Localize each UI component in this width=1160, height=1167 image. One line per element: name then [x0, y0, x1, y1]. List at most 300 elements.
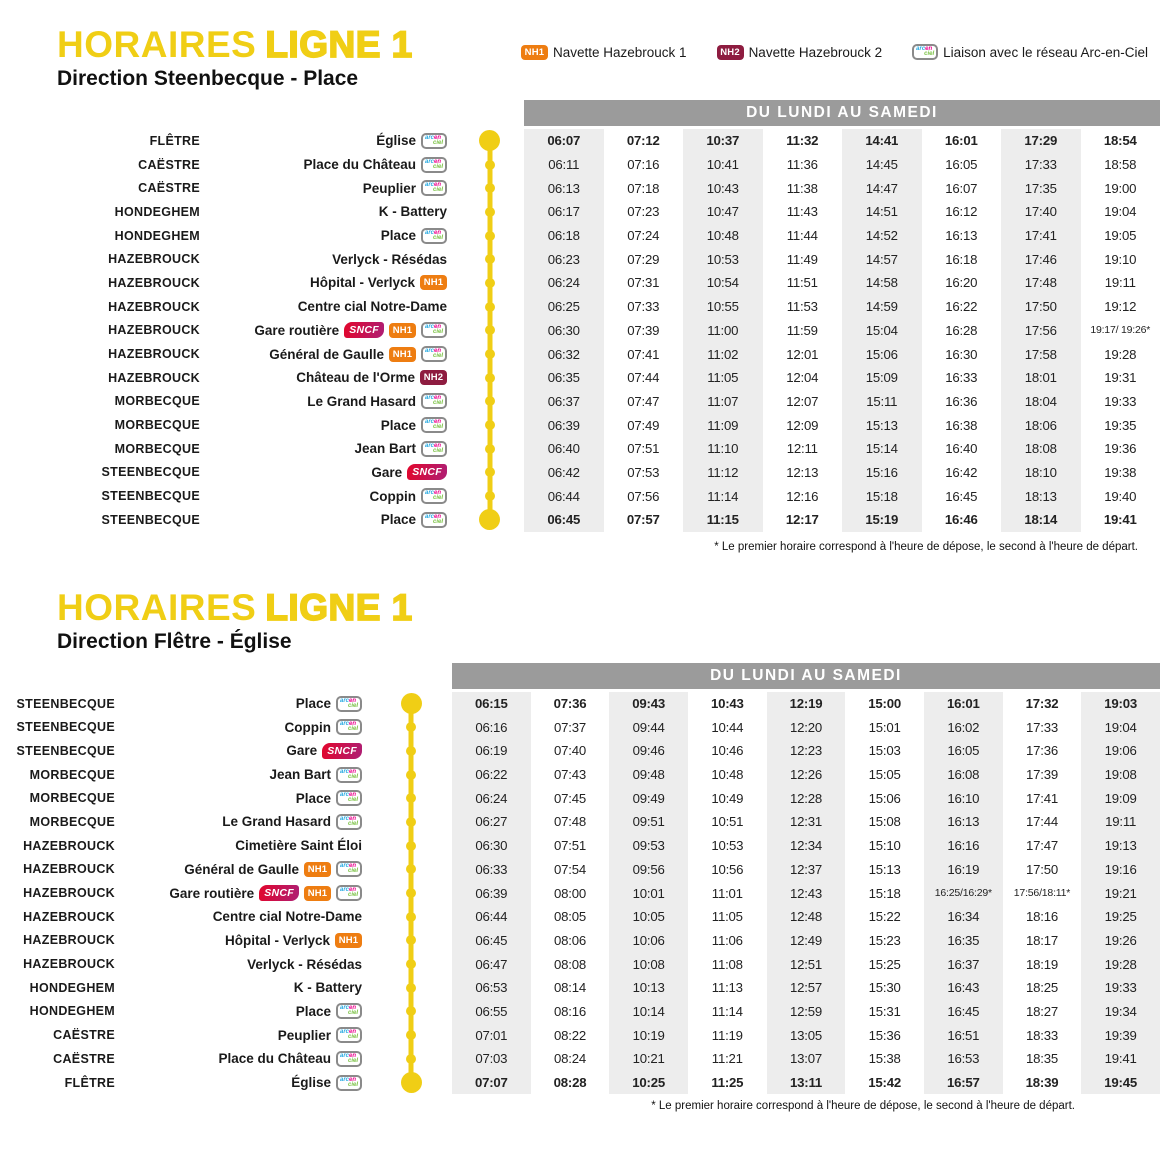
nh2-badge: NH2 [420, 370, 447, 385]
stop-cell [200, 461, 455, 485]
route-stop-node [406, 793, 416, 803]
time-cell: 06:30 [524, 319, 604, 343]
time-cell: 16:57 [924, 1071, 1003, 1095]
time-cell: 19:16 [1081, 858, 1160, 882]
time-cell: 06:25 [524, 295, 604, 319]
time-cell: 06:18 [524, 224, 604, 248]
legend-item-arc [912, 44, 1148, 60]
time-cell: 15:03 [868, 743, 901, 759]
route-chain-cell [455, 461, 524, 485]
time-cell: 07:57 [626, 512, 660, 528]
route-stop-node [406, 746, 416, 756]
stop-cell [115, 1071, 370, 1095]
route-chain-cell [370, 763, 452, 787]
route-stop-node [485, 278, 495, 288]
time-cell: 06:17 [524, 200, 604, 224]
time-cell: 14:45 [842, 153, 922, 177]
stop-name: Gare routière [169, 885, 255, 901]
time-cell: 16:30 [945, 346, 978, 362]
title-horaires: HORAIRES [57, 586, 257, 628]
time-cell: 16:12 [945, 204, 978, 220]
time-cell: 16:46 [944, 512, 978, 528]
section-header [0, 24, 1160, 91]
commune-label: HONDEGHEM [114, 204, 200, 219]
footnote: * Le premier horaire correspond à l'heure de dépose, le second à l'heure de départ. [714, 540, 1138, 553]
route-chain-cell [455, 247, 524, 271]
time-cell: 15:09 [842, 366, 922, 390]
time-cell: 16:05 [924, 739, 1003, 763]
time-cell: 06:40 [524, 437, 604, 461]
time-cell: 07:49 [627, 417, 660, 433]
time-cell: 17:58 [1001, 342, 1081, 366]
stop-cell [115, 858, 370, 882]
nh1-badge: NH1 [389, 323, 416, 338]
time-cell: 12:23 [767, 739, 846, 763]
time-cell: 11:02 [683, 342, 763, 366]
time-cell: 10:13 [609, 976, 688, 1000]
time-cell: 08:06 [553, 932, 586, 948]
time-cell: 11:00 [683, 319, 763, 343]
route-stop-node [485, 302, 495, 312]
time-cell: 11:10 [683, 437, 763, 461]
time-cell: 16:10 [924, 786, 1003, 810]
time-cell: 17:33 [1025, 719, 1058, 735]
time-cell: 16:28 [945, 322, 978, 338]
time-cell: 09:53 [609, 834, 688, 858]
time-cell: 15:05 [868, 767, 901, 783]
time-cell: 09:49 [609, 786, 688, 810]
route-stop-node [485, 467, 495, 477]
sncf-badge: SNCF [322, 743, 362, 759]
time-cell: 14:47 [842, 176, 922, 200]
route-chain-cell [455, 176, 524, 200]
route-chain-cell [455, 484, 524, 508]
arc-en-ciel-icon: arcen ciel [421, 441, 447, 457]
arc-en-ciel-icon: arcen ciel [421, 488, 447, 504]
route-chain-cell [370, 739, 452, 763]
arc-en-ciel-icon: arcen ciel [421, 322, 447, 338]
nh1-badge: NH1 [521, 45, 548, 60]
commune-label: HONDEGHEM [114, 228, 200, 243]
time-cell: 06:42 [524, 461, 604, 485]
route-chain-cell [455, 342, 524, 366]
time-cell: 16:45 [945, 488, 978, 504]
time-cell: 15:10 [868, 838, 901, 854]
time-cell: 17:41 [1025, 790, 1058, 806]
route-stop-node [406, 817, 416, 827]
legend [521, 24, 1148, 60]
route-chain-cell [455, 437, 524, 461]
time-cell: 17:41 [1001, 224, 1081, 248]
legend-item-nh1 [521, 45, 687, 60]
time-cell: 08:05 [553, 909, 586, 925]
time-cell: 16:45 [924, 1000, 1003, 1024]
time-cell: 08:14 [553, 980, 586, 996]
time-cell: 15:04 [842, 319, 922, 343]
arc-en-ciel-icon: arcen ciel [336, 719, 362, 735]
time-cell: 07:01 [452, 1023, 531, 1047]
time-cell: 17:36 [1025, 743, 1058, 759]
stop-cell [200, 319, 455, 343]
time-cell: 14:58 [842, 271, 922, 295]
time-cell: 12:01 [786, 346, 819, 362]
time-cell: 06:16 [452, 715, 531, 739]
nh1-badge: NH1 [304, 862, 331, 877]
time-cell: 06:24 [524, 271, 604, 295]
time-cell: 16:51 [924, 1023, 1003, 1047]
time-cell: 18:54 [1103, 133, 1137, 149]
time-cell: 08:24 [553, 1051, 586, 1067]
time-cell: 10:08 [609, 952, 688, 976]
time-cell: 07:40 [553, 743, 586, 759]
stop-cell [200, 484, 455, 508]
time-cell: 18:08 [1001, 437, 1081, 461]
stop-cell [115, 1047, 370, 1071]
time-cell: 16:02 [924, 715, 1003, 739]
time-cell: 12:31 [767, 810, 846, 834]
time-cell: 07:29 [627, 251, 660, 267]
time-cell: 07:36 [553, 696, 587, 712]
commune-label: FLÊTRE [64, 1075, 115, 1090]
time-cell: 14:59 [842, 295, 922, 319]
stop-cell [200, 342, 455, 366]
arc-en-ciel-icon: arcen ciel [421, 228, 447, 244]
time-cell: 18:04 [1001, 390, 1081, 414]
time-cell: 19:28 [1081, 952, 1160, 976]
time-cell: 09:43 [609, 692, 688, 716]
time-cell: 12:19 [767, 692, 846, 716]
time-cell: 19:36 [1104, 441, 1137, 457]
time-cell: 08:00 [553, 885, 586, 901]
arc-en-ciel-icon: arcen ciel [336, 696, 362, 712]
commune-label: CAËSTRE [53, 1051, 115, 1066]
route-stop-node [485, 254, 495, 264]
time-cell: 18:06 [1001, 413, 1081, 437]
time-cell: 19:06 [1081, 739, 1160, 763]
time-cell: 07:16 [627, 157, 660, 173]
arc-en-ciel-icon: arcen ciel [336, 1051, 362, 1067]
stop-name: Centre cial Notre-Dame [297, 299, 447, 315]
route-chain-cell [370, 881, 452, 905]
legend-label: Navette Hazebrouck 2 [748, 44, 883, 60]
time-cell: 11:21 [711, 1051, 743, 1067]
commune-label: HAZEBROUCK [108, 323, 200, 338]
stop-cell [200, 153, 455, 177]
time-cell: 15:00 [868, 696, 902, 712]
time-cell: 15:06 [868, 790, 901, 806]
route-chain-cell [370, 834, 452, 858]
stop-name: Centre cial Notre-Dame [212, 909, 362, 925]
arc-en-ciel-icon: arcen ciel [421, 133, 447, 149]
page-title [57, 24, 413, 66]
route-stop-node [406, 983, 416, 993]
route-chain-cell [455, 413, 524, 437]
stop-name: Hôpital - Verlyck [309, 275, 415, 291]
time-cell: 07:41 [627, 346, 660, 362]
time-cell: 12:37 [767, 858, 846, 882]
time-cell: 07:56 [627, 488, 660, 504]
commune-label: MORBECQUE [29, 814, 115, 829]
time-cell: 19:33 [1104, 393, 1137, 409]
time-cell: 07:07 [452, 1071, 531, 1095]
commune-label: HAZEBROUCK [108, 299, 200, 314]
title-ligne: LIGNE 1 [265, 586, 413, 628]
time-cell: 18:19 [1025, 956, 1058, 972]
commune-label: HAZEBROUCK [23, 886, 115, 901]
time-cell: 16:37 [924, 952, 1003, 976]
time-cell: 11:32 [786, 133, 819, 149]
commune-label: MORBECQUE [114, 441, 200, 456]
nh1-badge: NH1 [335, 933, 362, 948]
time-cell: 12:04 [786, 370, 819, 386]
time-cell: 18:01 [1001, 366, 1081, 390]
time-cell: 19:09 [1081, 786, 1160, 810]
time-cell: 07:54 [553, 861, 586, 877]
time-cell: 07:03 [452, 1047, 531, 1071]
time-cell: 07:31 [627, 275, 660, 291]
stop-name: Le Grand Hasard [222, 814, 331, 830]
banner-spacer [0, 663, 452, 692]
time-cell: 10:43 [683, 176, 763, 200]
route-stop-node [485, 349, 495, 359]
time-cell: 18:13 [1001, 484, 1081, 508]
time-cell: 17:32 [1025, 696, 1059, 712]
time-cell: 15:13 [842, 413, 922, 437]
time-cell: 11:13 [711, 980, 743, 996]
time-cell: 15:13 [868, 861, 901, 877]
time-cell: 06:45 [452, 929, 531, 953]
stop-name: Général de Gaulle [184, 861, 299, 877]
time-cell: 11:51 [786, 275, 818, 291]
time-cell: 11:14 [683, 484, 763, 508]
timetable-section-2 [0, 587, 1160, 1113]
stop-cell [200, 247, 455, 271]
time-cell: 19:35 [1104, 417, 1137, 433]
time-cell: 16:01 [924, 692, 1003, 716]
route-chain-cell [370, 929, 452, 953]
route-stop-node [406, 722, 416, 732]
route-chain-cell [370, 952, 452, 976]
arc-en-ciel-icon: arcen ciel [336, 790, 362, 806]
time-cell: 06:15 [452, 692, 531, 716]
time-cell: 08:16 [553, 1003, 586, 1019]
stop-name: Verlyck - Résédas [247, 956, 362, 972]
time-cell: 06:53 [452, 976, 531, 1000]
time-cell: 15:25 [868, 956, 901, 972]
time-cell: 17:48 [1001, 271, 1081, 295]
arc-en-ciel-icon: arcen ciel [421, 346, 447, 362]
time-cell: 10:49 [711, 790, 744, 806]
stop-cell [115, 905, 370, 929]
stop-name: K - Battery [378, 204, 447, 220]
time-cell: 06:37 [524, 390, 604, 414]
stop-cell [200, 176, 455, 200]
title-horaires: HORAIRES [57, 24, 257, 65]
time-cell: 08:28 [553, 1075, 587, 1091]
time-cell: 11:49 [786, 251, 818, 267]
route-chain-cell [455, 129, 524, 153]
time-cell: 07:12 [626, 133, 660, 149]
stop-name: Général de Gaulle [269, 346, 384, 362]
time-cell: 19:26 [1081, 929, 1160, 953]
time-cell: 19:39 [1081, 1023, 1160, 1047]
direction-subtitle: Direction Flêtre - Église [57, 629, 292, 653]
stop-cell [200, 413, 455, 437]
time-cell: 10:41 [683, 153, 763, 177]
stop-cell [115, 976, 370, 1000]
time-cell: 19:03 [1081, 692, 1160, 716]
stop-cell [200, 390, 455, 414]
time-cell: 10:56 [711, 861, 744, 877]
time-cell: 06:23 [524, 247, 604, 271]
time-cell: 10:05 [609, 905, 688, 929]
route-terminus-node [479, 509, 500, 530]
time-cell: 11:05 [711, 909, 743, 925]
stop-name: Jean Bart [354, 441, 416, 457]
route-stop-node [485, 325, 495, 335]
time-cell: 07:51 [553, 838, 586, 854]
time-cell: 11:07 [683, 390, 763, 414]
time-cell: 17:46 [1001, 247, 1081, 271]
day-header-banner: DU LUNDI AU SAMEDI [524, 100, 1160, 126]
commune-label: HAZEBROUCK [23, 838, 115, 853]
time-cell: 17:50 [1025, 861, 1058, 877]
time-cell: 14:41 [842, 129, 922, 153]
time-cell: 07:24 [627, 228, 660, 244]
time-cell: 10:55 [683, 295, 763, 319]
time-cell: 09:56 [609, 858, 688, 882]
commune-label: STEENBECQUE [101, 489, 200, 504]
time-cell: 07:33 [627, 299, 660, 315]
route-chain-cell [455, 508, 524, 532]
route-chain-cell [370, 1000, 452, 1024]
route-stop-node [406, 1030, 416, 1040]
stop-cell [115, 1023, 370, 1047]
time-cell: 06:44 [524, 484, 604, 508]
time-cell: 08:08 [553, 956, 586, 972]
time-cell: 07:48 [553, 814, 586, 830]
route-chain-cell [455, 200, 524, 224]
time-cell: 12:28 [767, 786, 846, 810]
time-cell: 19:05 [1104, 228, 1137, 244]
stop-cell [115, 834, 370, 858]
route-stop-node [406, 1006, 416, 1016]
time-cell: 19:17/ 19:26* [1090, 324, 1151, 337]
legend-label: Navette Hazebrouck 1 [552, 44, 687, 60]
time-cell: 16:20 [945, 275, 978, 291]
arc-en-ciel-icon: arcen ciel [912, 44, 938, 60]
commune-label: STEENBECQUE [101, 465, 200, 480]
time-cell: 12:13 [786, 464, 819, 480]
route-chain-cell [370, 976, 452, 1000]
time-cell: 11:25 [711, 1075, 744, 1091]
time-cell: 06:47 [452, 952, 531, 976]
time-cell: 16:35 [924, 929, 1003, 953]
direction-subtitle: Direction Steenbecque - Place [57, 67, 359, 90]
time-cell: 19:38 [1104, 464, 1137, 480]
stop-cell [115, 692, 370, 716]
time-cell: 15:16 [842, 461, 922, 485]
time-cell: 15:42 [868, 1075, 902, 1091]
commune-label: STEENBECQUE [16, 696, 115, 711]
route-chain-cell [370, 1047, 452, 1071]
stop-name: Cimetière Saint Éloi [235, 838, 362, 854]
commune-label: HAZEBROUCK [23, 933, 115, 948]
route-stop-node [485, 396, 495, 406]
time-cell: 11:59 [786, 322, 818, 338]
stop-cell [115, 786, 370, 810]
time-cell: 18:25 [1025, 980, 1058, 996]
stop-name: Gare routière [254, 322, 340, 338]
route-chain-cell [370, 858, 452, 882]
time-cell: 07:53 [627, 464, 660, 480]
time-cell: 11:43 [786, 204, 818, 220]
time-cell: 19:25 [1081, 905, 1160, 929]
route-chain-cell [455, 153, 524, 177]
route-chain-cell [370, 1023, 452, 1047]
time-cell: 07:37 [553, 719, 586, 735]
stop-name: Église [376, 133, 416, 149]
time-cell: 18:17 [1025, 932, 1058, 948]
route-chain-cell [455, 271, 524, 295]
time-cell: 17:40 [1001, 200, 1081, 224]
time-cell: 15:23 [868, 932, 901, 948]
time-cell: 10:48 [683, 224, 763, 248]
time-cell: 07:39 [627, 322, 660, 338]
timetable-section-1 [0, 0, 1160, 553]
day-header-banner: DU LUNDI AU SAMEDI [452, 663, 1160, 689]
time-cell: 12:59 [767, 1000, 846, 1024]
route-stop-node [406, 888, 416, 898]
route-chain-cell [370, 715, 452, 739]
time-cell: 18:27 [1025, 1003, 1058, 1019]
time-cell: 16:16 [924, 834, 1003, 858]
stop-name: Verlyck - Résédas [332, 251, 447, 267]
stop-cell [200, 295, 455, 319]
stop-cell [115, 763, 370, 787]
stop-name: Place du Château [303, 157, 416, 173]
time-cell: 06:13 [524, 176, 604, 200]
time-cell: 18:10 [1001, 461, 1081, 485]
commune-label: CAËSTRE [138, 181, 200, 196]
route-stop-node [485, 160, 495, 170]
time-cell: 07:47 [627, 393, 660, 409]
arc-en-ciel-icon: arcen ciel [336, 1003, 362, 1019]
time-cell: 12:17 [785, 512, 819, 528]
stop-cell [200, 224, 455, 248]
time-cell: 15:31 [868, 1003, 901, 1019]
time-cell: 17:39 [1025, 767, 1058, 783]
title-ligne: LIGNE 1 [265, 24, 413, 65]
time-cell: 11:36 [786, 157, 818, 173]
time-cell: 18:58 [1104, 157, 1137, 173]
time-cell: 12:49 [767, 929, 846, 953]
time-cell: 16:19 [924, 858, 1003, 882]
stop-cell [115, 810, 370, 834]
time-cell: 16:13 [945, 228, 978, 244]
time-cell: 15:14 [842, 437, 922, 461]
time-cell: 16:40 [945, 441, 978, 457]
stop-name: Église [291, 1075, 331, 1091]
time-cell: 10:44 [711, 719, 744, 735]
arc-en-ciel-icon: arcen ciel [421, 393, 447, 409]
time-cell: 13:07 [767, 1047, 846, 1071]
time-cell: 06:55 [452, 1000, 531, 1024]
page-title [57, 587, 413, 629]
legend-item-nh2 [717, 45, 883, 60]
commune-label: FLÊTRE [149, 133, 200, 148]
stop-name: Place [295, 1003, 331, 1019]
